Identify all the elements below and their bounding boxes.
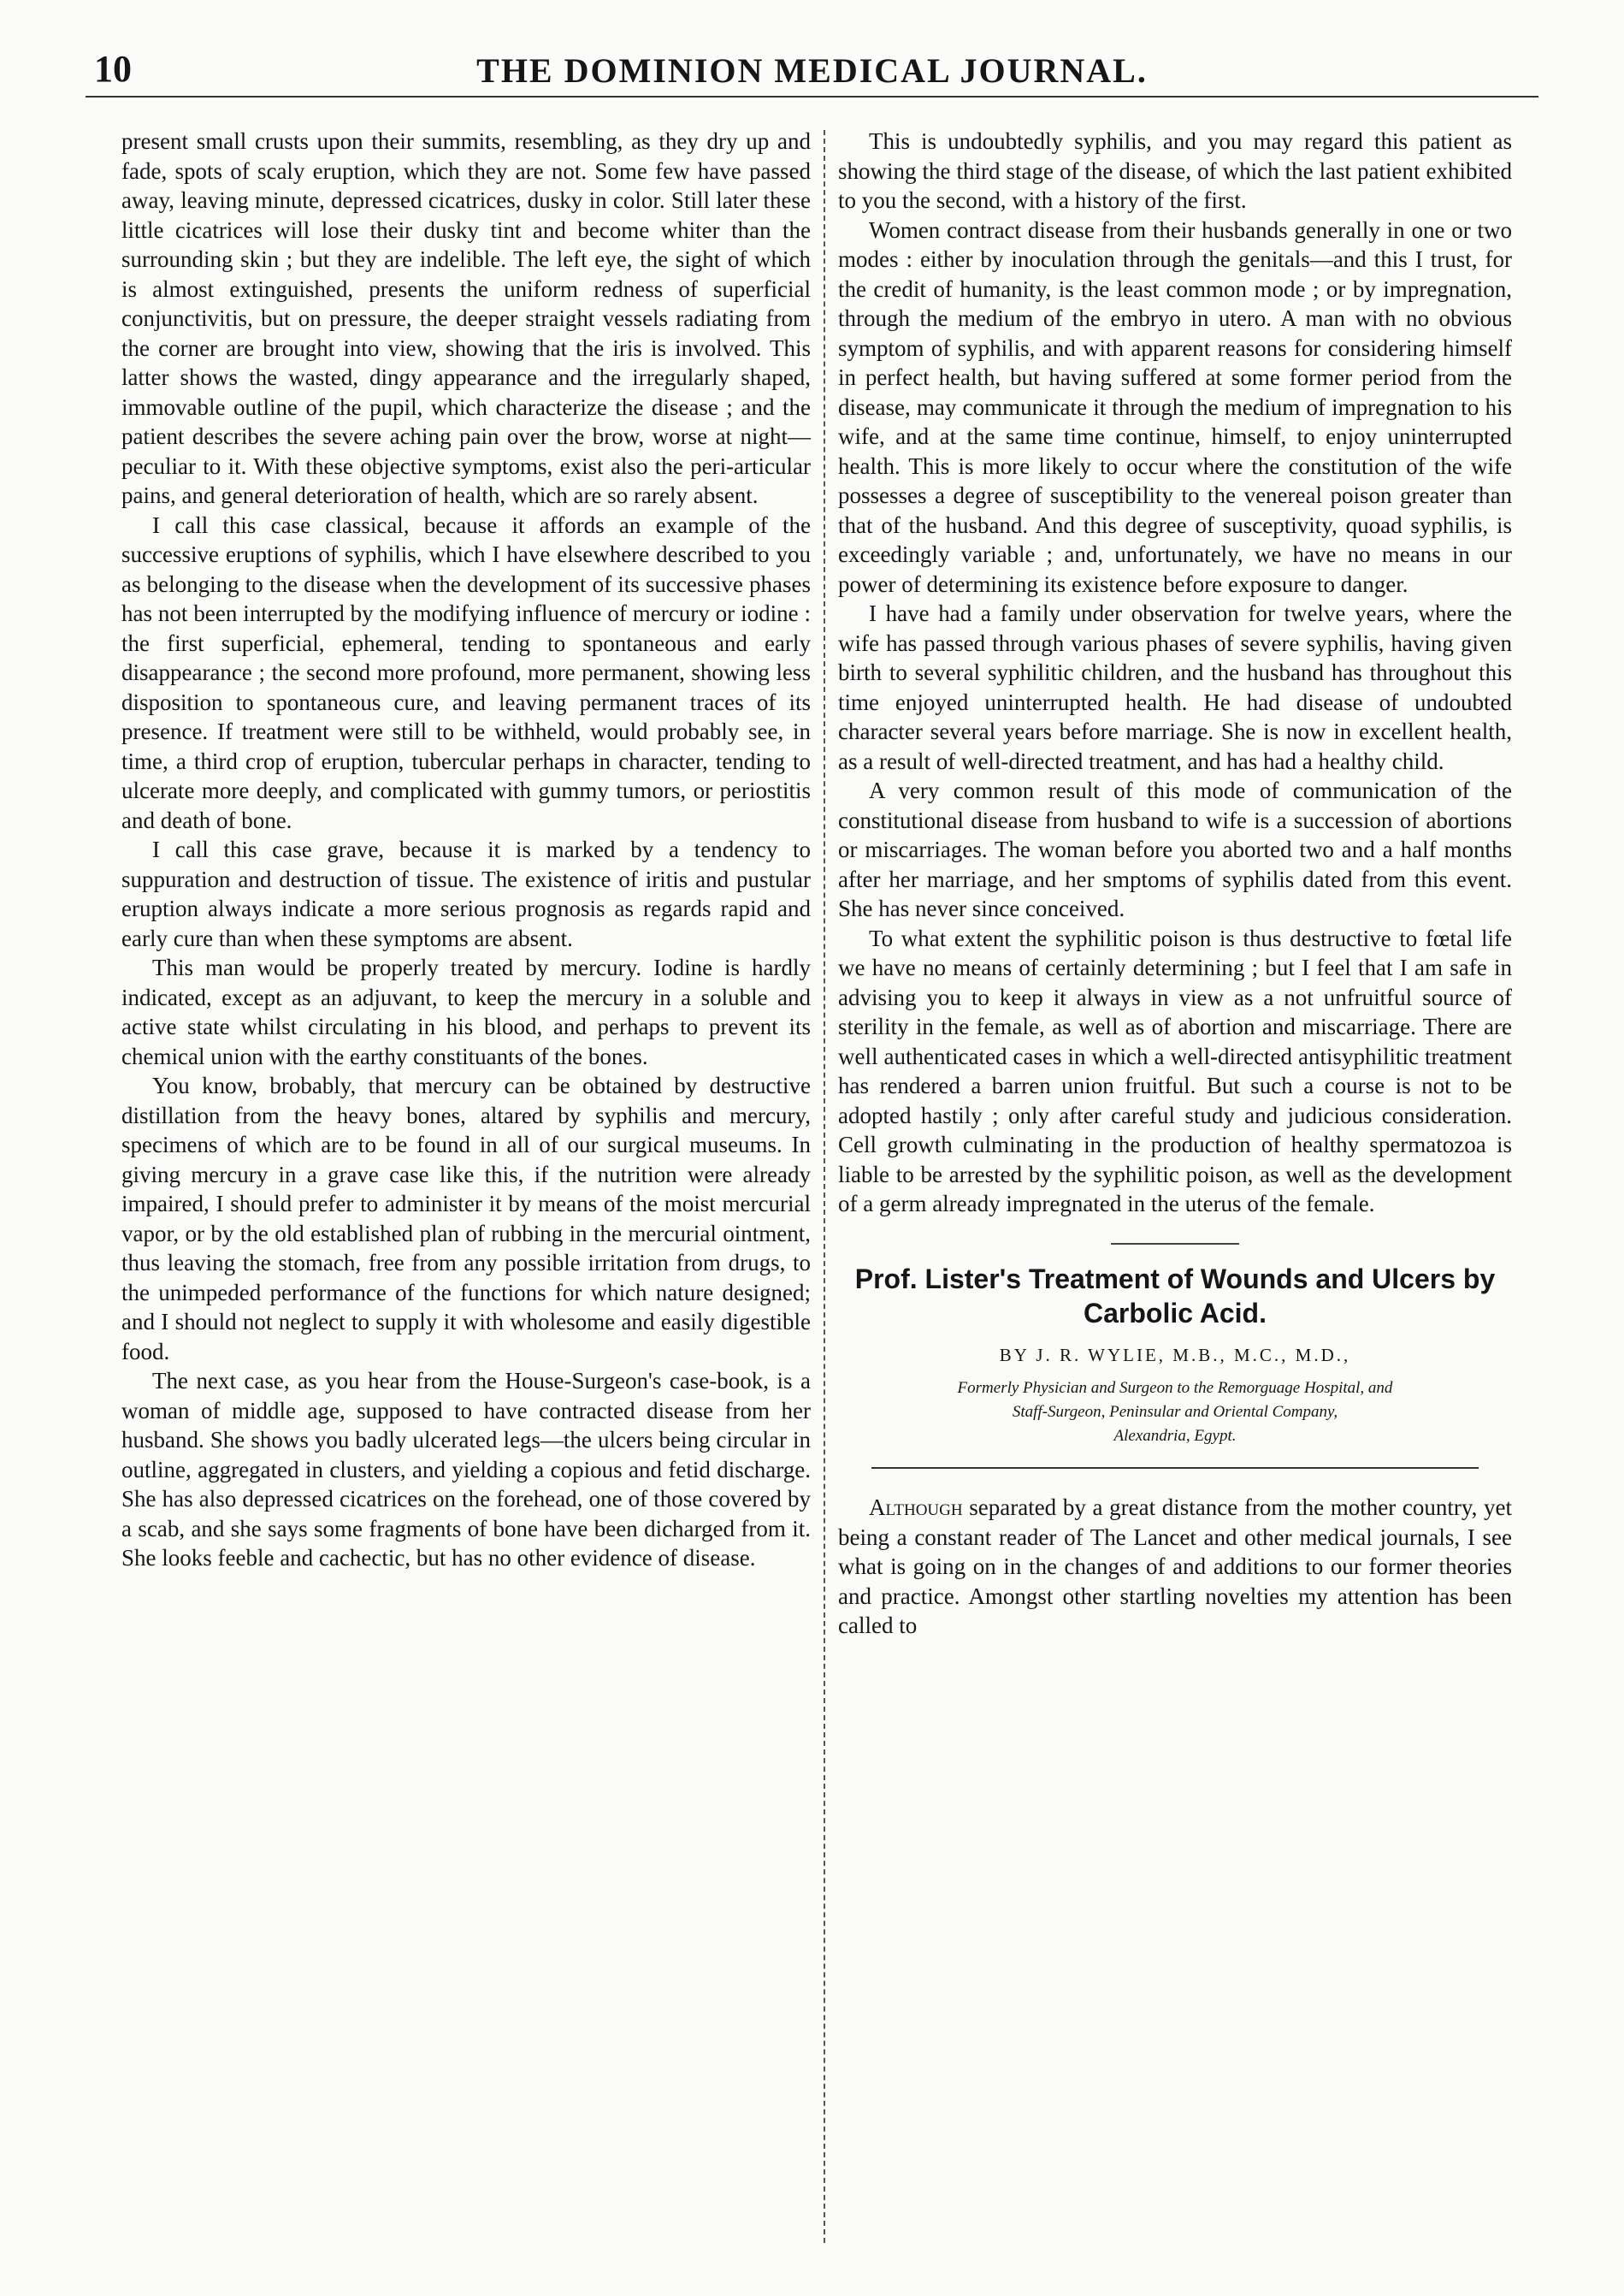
left-column — [121, 127, 811, 1573]
column-divider — [824, 130, 825, 2243]
paragraph: To what extent the syphilitic poison is thus destructive to fœtal life we have no means of certainly determining ; but I feel that I am safe in advising you to keep it always in view as a not unfruitful source of sterility in the female, as well as of abortion and miscarriage. There are well authenticated cases in which a well-directed antisyphilitic treatment has rendered a barren union fruitful. But such a course is not to be adopted hastily ; only after careful study and judicious consideration. Cell growth culminating in the production of healthy spermatozoa is liable to be arrested by the syphilitic poison, as well as the development of a germ already impregnated in the uterus of the female. — [838, 925, 1512, 1216]
affiliation-line: Alexandria, Egypt. — [1113, 1427, 1237, 1445]
right-column — [838, 127, 1512, 1641]
affiliation-line: Staff-Surgeon, Peninsular and Oriental Company, — [1012, 1403, 1338, 1421]
opening-text: separated by a great distance from the mother country, yet being a constant reader of The Lancet and other medical journals, I see what is going on in the changes of and additions to our former theories and practice. Amongst other startling novelties my attention has been called to — [838, 1494, 1512, 1638]
running-head — [86, 44, 1538, 98]
author-affiliation — [838, 1376, 1512, 1448]
opening-word: Although — [869, 1494, 963, 1520]
paragraph: present small crusts upon their summits, resembling, as they dry up and fade, spots of scaly eruption, which they are not. Some few have passed away, leaving minute, depressed cicatrices, dusky in color. Still later these little cicatrices will lose their dusky tint and become whiter than the surrounding skin ; but they are indelible. The left eye, the sight of which is almost extinguished, presents the uniform redness of superficial conjunctivitis, but on pressure, the deeper straight vessels radiating from the corner are brought into view, showing that the iris is involved. This latter shows the wasted, dingy appearance and the irregularly shaped, immovable outline of the pupil, which characterize the disease ; and the patient describes the severe aching pain over the brow, worse at night—peculiar to it. With these objective symptoms, exist also the peri-articular pains, and general deterioration of health, which are so rarely absent. — [121, 128, 811, 508]
paragraph: A very common result of this mode of communication of the constitutional disease from husband to wife is a succession of abortions or miscarriages. The woman before you aborted two and a half months after her marriage, and her smptoms of syphilis dated from this event. She has never since conceived. — [838, 778, 1512, 921]
paragraph: This man would be properly treated by mercury. Iodine is hardly indicated, except as an adjuvant, to keep the mercury in a soluble and active state whilst circulating in his blood, and perhaps to prevent its chemical union with the earthy constituants of the bones. — [121, 955, 811, 1069]
paragraph: I call this case classical, because it affords an example of the successive eruptions of syphilis, which I have elsewhere described to you as belonging to the disease when the development of its successive phases has not been interrupted by the modifying influence of mercury or iodine : the first superficial, ephemeral, tending to spontaneous and early disappearance ; the second more profound, more permanent, showing less disposition to spontaneous cure, and leaving permanent traces of its presence. If treatment were still to be withheld, would probably see, in time, a third crop of eruption, tubercular perhaps in character, tending to ulcerate more deeply, and complicated with gummy tumors, or periostitis and death of bone. — [121, 512, 811, 833]
section-rule — [871, 1467, 1478, 1469]
paragraph: This is undoubtedly syphilis, and you may regard this patient as showing the third stage of the disease, of which the last patient exhibited to you the second, with a history of the first. — [838, 128, 1512, 213]
journal-title: THE DOMINION MEDICAL JOURNAL. — [476, 51, 1148, 90]
paragraph: I call this case grave, because it is marked by a tendency to suppuration and destruction of tissue. The existence of iritis and pustular eruption always indicate a more serious prognosis as regards rapid and early cure than when these symptoms are absent. — [121, 837, 811, 951]
article-opening-paragraph — [838, 1493, 1512, 1641]
paragraph: I have had a family under observation for twelve years, where the wife has passed through various phases of severe syphilis, having given birth to several syphilitic children, and the husband has throughout this time enjoyed uninterrupted health. He had disease of undoubted character several years before marriage. She is now in excellent health, as a result of well-directed treatment, and has had a healthy child. — [838, 601, 1512, 774]
article-byline: BY J. R. WYLIE, M.B., M.C., M.D., — [999, 1344, 1351, 1365]
page-number: 10 — [94, 48, 132, 90]
paragraph: You know, brobably, that mercury can be obtained by destructive distillation from the heavy bones, altared by syphilis and mercury, specimens of which are to be found in all of our surgical museums. In giving mercury in a grave case like this, if the nutrition were already impaired, I should prefer to administer it by means of the moist mercurial vapor, or by the old established plan of rubbing in the mercurial ointment, thus leaving the stomach, free from any possible irritation from drugs, to the unimpeded performance of the functions for which nature designed; and I should not neglect to supply it with wholesome and easily digestible food. — [121, 1073, 811, 1364]
paragraph: Women contract disease from their husbands generally in one or two modes : either by inoculation through the genitals—and this I trust, for the credit of humanity, is the least common mode ; or by impregnation, through the medium of the embryo in utero. A man with no obvious symptom of syphilis, and with apparent reasons for considering himself in perfect health, but having suffered at some former period from the disease, may communicate it through the medium of impregnation to his wife, and at the same time continue, himself, to enjoy uninterrupted health. This is more likely to occur where the constitution of the wife possesses a degree of susceptibility to the venereal poison greater than that of the husband. And this degree of susceptivity, quoad syphilis, is exceedingly variable ; and, unfortunately, we have no means in our power of determining its existence before exposure to danger. — [838, 216, 1512, 597]
affiliation-line: Formerly Physician and Surgeon to the Remorguage Hospital, and — [957, 1379, 1393, 1397]
article-title: Prof. Lister's Treatment of Wounds and Ulcers by Carbolic Acid. — [854, 1263, 1496, 1328]
article-divider — [1111, 1243, 1239, 1245]
paragraph: The next case, as you hear from the House-Surgeon's case-book, is a woman of middle age, supposed to have contracted disease from her husband. She shows you badly ulcerated legs—the ulcers being circular in outline, aggregated in clusters, and yielding a copious and fetid discharge. She has also depressed cicatrices on the forehead, one of those covered by a scab, and she says some fragments of bone have been dicharged from it. She looks feeble and cachectic, but has no other evidence of disease. — [121, 1368, 811, 1571]
